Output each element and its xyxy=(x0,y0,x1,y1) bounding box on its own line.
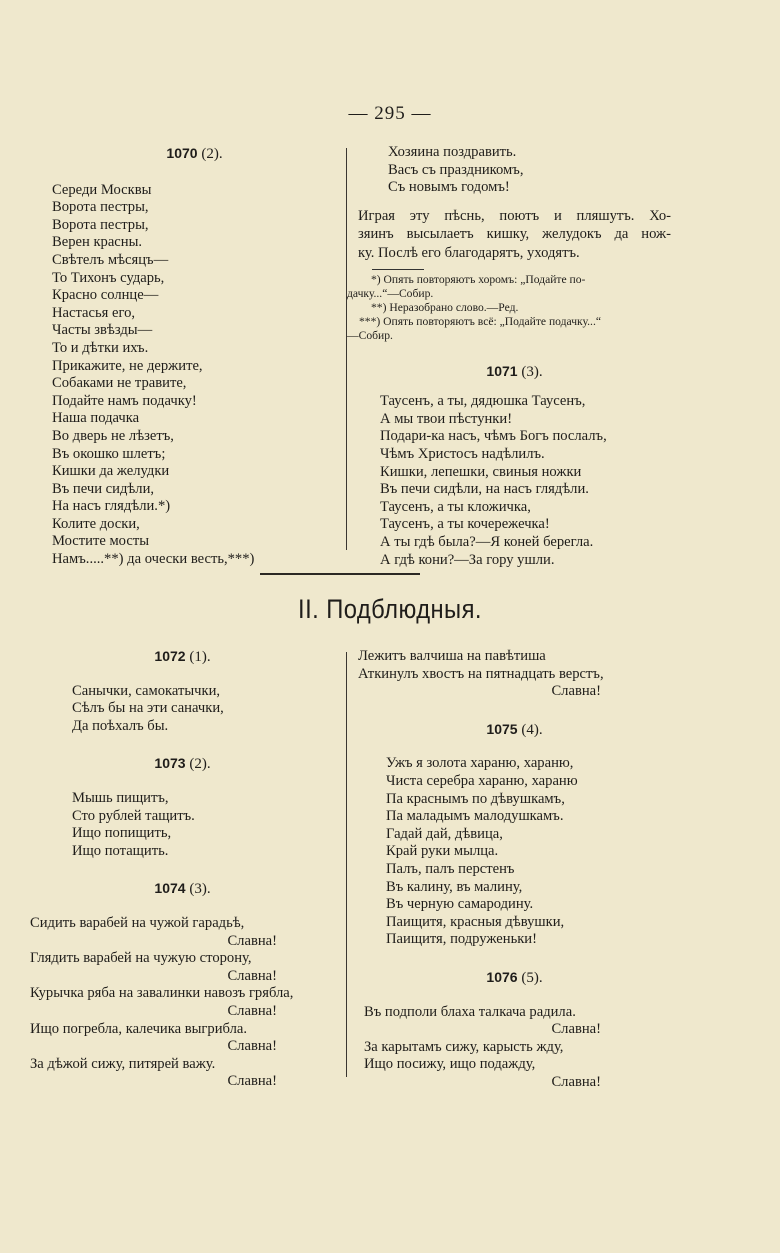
footnote-line: *) Опять повторяютъ хоромъ: „Подайте по- xyxy=(371,272,586,286)
song-heading xyxy=(358,721,671,740)
songs-right-column xyxy=(358,648,671,1091)
verse-line: За дѣжой сижу, питярей важу. xyxy=(30,1055,216,1072)
refrain-line: Славна! xyxy=(227,967,277,984)
verse-line: Кишки, лепешки, свиныя ножки xyxy=(380,463,582,480)
song-1071-column xyxy=(347,144,671,569)
footnote-line: ***) Опять повторяютъ всё: „Подайте подачку...“ xyxy=(359,314,601,328)
verse-line: Ищо потащить. xyxy=(72,842,169,859)
verse-line: Съ новымъ годомъ! xyxy=(388,179,510,196)
refrain-line: Славна! xyxy=(227,932,277,949)
verse-line: Край руки мылца. xyxy=(386,843,499,860)
song-block xyxy=(30,648,335,735)
verse-line: То Тихонъ сударь, xyxy=(52,269,165,286)
song-lines xyxy=(52,182,337,569)
verse-line: Па краснымъ по дѣвушкамъ, xyxy=(386,790,565,807)
song-number: 1071 xyxy=(486,362,518,379)
verse-line: Кишки да желудки xyxy=(52,463,170,480)
verse-line: Во дверь не лѣзетъ, xyxy=(52,427,174,444)
note-line: зяинъ высылаетъ кишку, желудокъ да нож- xyxy=(358,226,671,243)
footnote-line: —Собир. xyxy=(347,328,393,342)
song-index: (5). xyxy=(517,969,543,986)
song-number: 1072 xyxy=(154,648,186,664)
song-1070-column xyxy=(52,145,337,569)
song-index: (3). xyxy=(517,363,543,380)
verse-line: Мостите мосты xyxy=(52,533,149,550)
song-block xyxy=(358,648,671,701)
verse-line: Ищо посижу, ищо подажду, xyxy=(364,1056,536,1073)
verse-line: Мышь пищитъ, xyxy=(72,789,169,806)
verse-line: Васъ съ праздникомъ, xyxy=(388,161,524,178)
verse-continuation xyxy=(388,144,671,197)
song-number: 1075 xyxy=(486,720,518,737)
verse-line: Таусенъ, а ты, дядюшка Таусенъ, xyxy=(380,393,586,410)
verse-line: Часты звѣзды— xyxy=(52,322,153,339)
verse-line: Сто рублей тащитъ. xyxy=(72,807,195,824)
verse-line: А мы твои пѣстунки! xyxy=(380,410,513,427)
verse-line: Прикажите, не держите, xyxy=(52,357,203,374)
verse-line: Въ калину, въ малину, xyxy=(386,878,523,895)
song-heading xyxy=(30,880,335,899)
song-number: 1076 xyxy=(486,968,518,985)
verse-line: Лежитъ валчиша на павѣтиша xyxy=(358,648,546,664)
verse-line: Паищитя, красныя дѣвушки, xyxy=(386,913,565,930)
song-number: 1074 xyxy=(154,880,186,897)
verse-line: Чиста серебра хараню, хараню xyxy=(386,772,578,789)
song-index: (1). xyxy=(185,649,211,665)
songs-left-column xyxy=(30,648,335,1091)
verse-line: Глядить варабей на чужую сторону, xyxy=(30,950,252,967)
footnotes xyxy=(347,273,671,343)
verse-line: Ворота пестры, xyxy=(52,199,149,216)
verse-line: Аткинулъ хвостъ на пятнадцать верстъ, xyxy=(358,665,604,682)
song-number: 1070 xyxy=(166,145,198,161)
verse-line: Па маладымъ малодушкамъ. xyxy=(386,808,564,825)
verse-line: Ворота пестры, xyxy=(52,216,149,233)
song-number: 1073 xyxy=(154,755,186,772)
verse-line: Таусенъ, а ты кочережечка! xyxy=(380,516,550,533)
refrain-line: Славна! xyxy=(551,683,601,700)
song-heading xyxy=(52,145,337,164)
verse-line: Сѣлъ бы на эти саначки, xyxy=(72,700,224,717)
verse-line: Подари-ка насъ, чѣмъ Богъ послалъ, xyxy=(380,428,607,445)
verse-line: Свѣтелъ мѣсяцъ— xyxy=(52,251,169,268)
footnote-rule xyxy=(372,269,424,270)
note-line: ку. Послѣ его благодарятъ, уходятъ. xyxy=(358,244,580,261)
song-block xyxy=(30,880,335,1091)
verse-line: Санычки, самокатычки, xyxy=(72,682,221,699)
verse-line: Верен красны. xyxy=(52,234,143,251)
song-index: (4). xyxy=(517,721,543,738)
note-line: Играя эту пѣснь, поютъ и пляшутъ. Хо- xyxy=(358,207,671,224)
song-heading xyxy=(30,755,335,774)
song-block xyxy=(358,721,671,949)
verse-line: Намъ.....**) да очески весть,***) xyxy=(52,551,255,568)
verse-line: Паищитя, подруженьки! xyxy=(386,931,537,948)
refrain-line: Славна! xyxy=(227,1002,277,1019)
song-block xyxy=(358,969,671,1092)
verse-line: Въ черную самародину. xyxy=(386,896,534,913)
song-heading xyxy=(30,648,335,667)
verse-line: Середи Москвы xyxy=(52,181,152,198)
refrain-line: Славна! xyxy=(551,1073,601,1090)
verse-line: Красно солнце— xyxy=(52,287,159,304)
verse-line: Ищо погребла, калечика выгрибла. xyxy=(30,1020,247,1037)
verse-line: Ужъ я золота хараню, хараню, xyxy=(386,755,574,772)
section-title: II. Подблюдныя. xyxy=(298,594,482,624)
verse-line: То и дѣтки ихъ. xyxy=(52,339,149,356)
verse-line: Хозяина поздравить. xyxy=(388,144,517,160)
page-number: — 295 — xyxy=(348,103,432,124)
verse-line: На насъ глядѣли.*) xyxy=(52,498,171,515)
verse-line: За карытамъ сижу, карысть жду, xyxy=(364,1038,564,1055)
verse-line: Въ печи сидѣли, xyxy=(52,480,155,497)
section-rule xyxy=(260,573,420,575)
song-index: (2). xyxy=(185,756,211,773)
verse-line: Таусенъ, а ты кложичка, xyxy=(380,498,531,515)
song-block xyxy=(30,755,335,860)
verse-line: Ищо попищить, xyxy=(72,825,172,842)
column-divider-bottom xyxy=(346,652,347,1077)
verse-line: Сидить варабей на чужой гарадьѣ, xyxy=(30,914,245,931)
verse-line: Подайте намъ подачку! xyxy=(52,392,197,409)
performance-note xyxy=(358,207,671,263)
verse-line: Въ печи сидѣли, на насъ глядѣли. xyxy=(380,481,589,498)
verse-line: Въ подполи блаха талкача радила. xyxy=(364,1003,576,1020)
verse-line: Въ окошко шлетъ; xyxy=(52,445,166,462)
verse-line: Настасья его, xyxy=(52,304,136,321)
verse-line: Чѣмъ Христосъ надѣлилъ. xyxy=(380,445,545,462)
verse-line: А ты гдѣ была?—Я коней берегла. xyxy=(380,533,594,550)
song-heading xyxy=(358,363,671,382)
refrain-line: Славна! xyxy=(227,1038,277,1055)
verse-line: Гадай дай, дѣвица, xyxy=(386,825,503,842)
verse-line: Наша подачка xyxy=(52,410,140,427)
column-divider-top xyxy=(346,148,347,550)
footnote-line: дачку...“—Собир. xyxy=(347,286,434,300)
verse-line: Палъ, палъ перстенъ xyxy=(386,860,515,877)
verse-line: Да поѣхалъ бы. xyxy=(72,717,169,734)
song-heading xyxy=(358,969,671,988)
verse-line: Собаками не травите, xyxy=(52,375,187,392)
song-index: (3). xyxy=(185,881,211,898)
song-lines xyxy=(380,393,671,569)
verse-line: А гдѣ кони?—За гору ушли. xyxy=(380,551,555,568)
refrain-line: Славна! xyxy=(551,1021,601,1038)
verse-line: Курычка ряба на завалинки навозъ грябла, xyxy=(30,985,294,1002)
refrain-line: Славна! xyxy=(227,1073,277,1090)
verse-line: Колите доски, xyxy=(52,515,140,532)
song-index: (2). xyxy=(197,146,223,162)
footnote-line: **) Неразобрано слово.—Ред. xyxy=(371,300,519,314)
